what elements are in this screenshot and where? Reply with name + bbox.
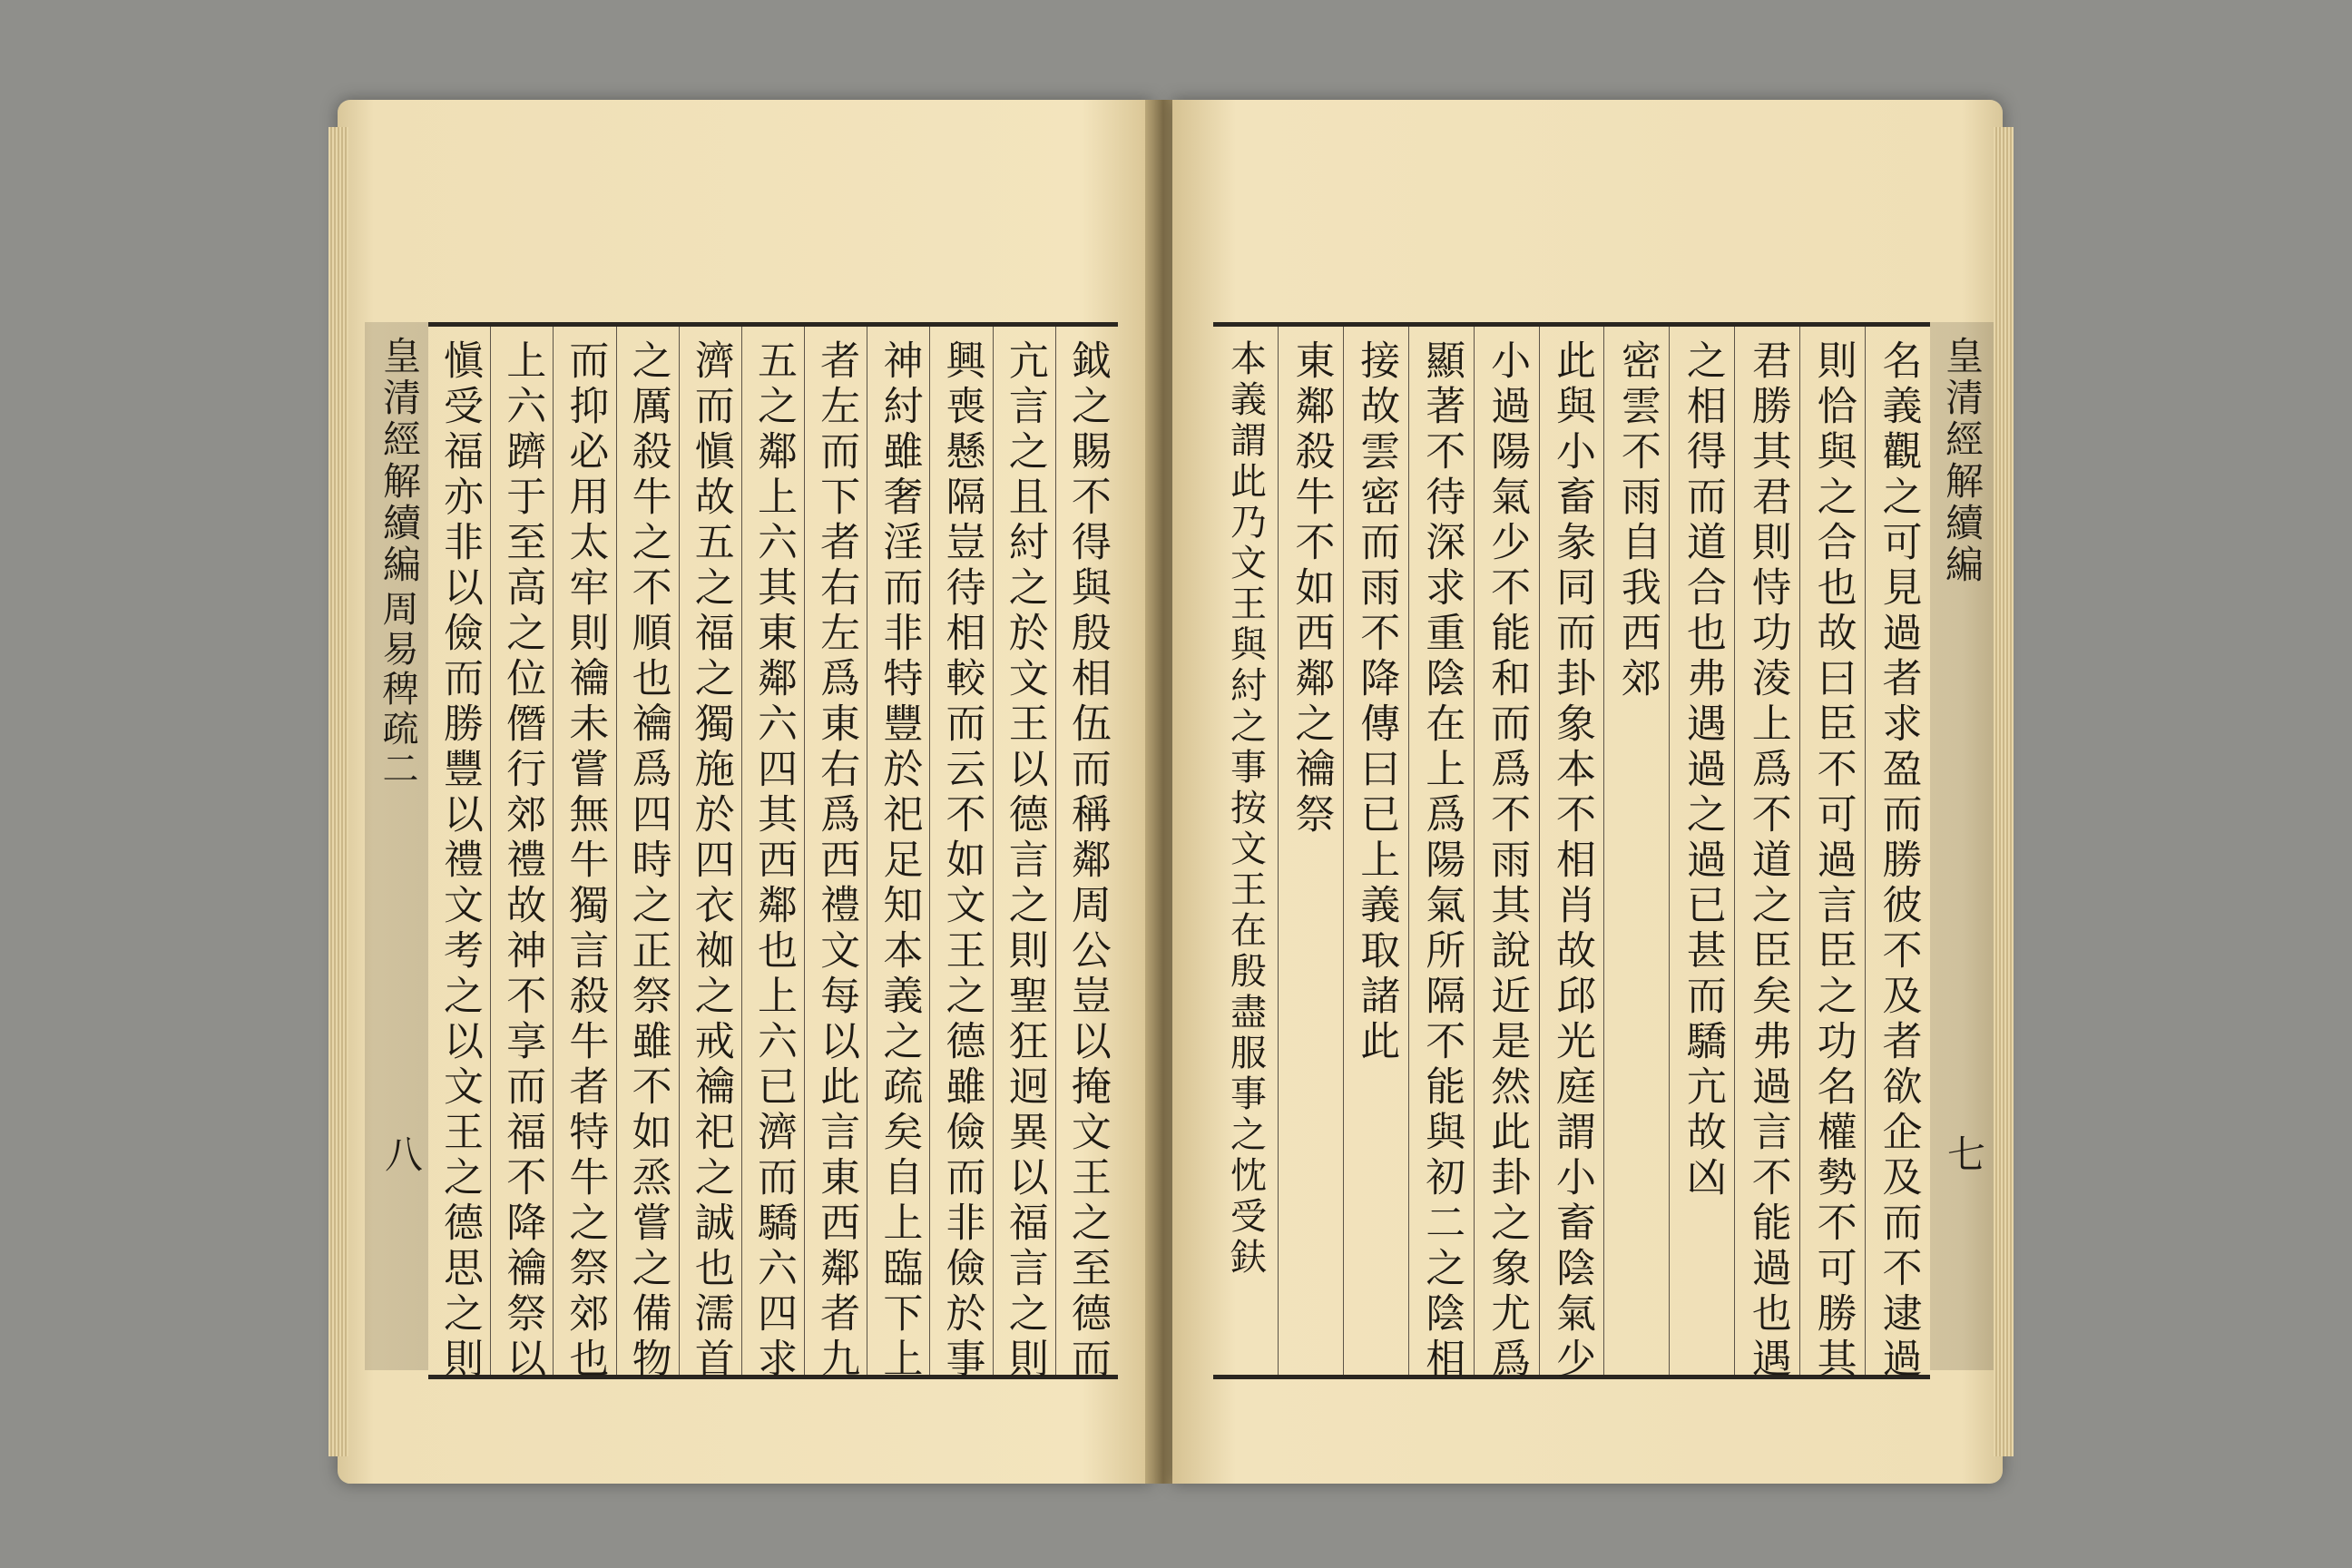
text-column: 之相得而道合也弗遇過之過已甚而驕亢故凶 bbox=[1669, 327, 1734, 1375]
text-column: 上六躋于至高之位僭行郊禮故神不享而福不降禴祭以 bbox=[490, 327, 553, 1375]
right-page-edges bbox=[1994, 127, 2014, 1456]
left-edge-folio: 八 bbox=[379, 1134, 424, 1176]
text-column: 顯著不待深求重陰在上爲陽氣所隔不能與初二之陰相 bbox=[1408, 327, 1474, 1375]
right-edge-title: 皇清經解續編 bbox=[1940, 336, 1984, 586]
text-column: 之厲殺牛之不順也禴爲四時之正祭雖不如烝嘗之備物 bbox=[616, 327, 679, 1375]
left-edge-section: 周易稗疏二 bbox=[377, 590, 418, 789]
left-page bbox=[338, 100, 1152, 1484]
left-page-edges bbox=[328, 127, 348, 1456]
text-column: 東鄰殺牛不如西鄰之禴祭 bbox=[1278, 327, 1343, 1375]
text-column: 濟而愼故五之福之獨施於四衣袽之戒禴祀之誠也濡首 bbox=[679, 327, 741, 1375]
text-column: 君勝其君則恃功淩上爲不道之臣矣弗過言不能過也遇 bbox=[1734, 327, 1799, 1375]
text-column: 密雲不雨自我西郊 bbox=[1603, 327, 1669, 1375]
text-column: 興喪懸隔豈待相較而云不如文王之德雖儉而非儉於事 bbox=[929, 327, 992, 1375]
text-column: 五之鄰上六其東鄰六四其西鄰也上六已濟而驕六四求 bbox=[741, 327, 804, 1375]
text-column: 者左而下者右左爲東右爲西禮文每以此言東西鄰者九 bbox=[804, 327, 867, 1375]
text-column: 則恰與之合也故曰臣不可過言臣之功名權勢不可勝其 bbox=[1799, 327, 1865, 1375]
text-column: 此與小畜彖同而卦象本不相肖故邱光庭謂小畜陰氣少 bbox=[1539, 327, 1604, 1375]
text-column: 名義觀之可見過者求盈而勝彼不及者欲企及而不逮過 bbox=[1865, 327, 1930, 1375]
text-column: 小過陽氣少不能和而爲不雨其說近是然此卦之象尤爲 bbox=[1474, 327, 1539, 1375]
text-column: 亢言之且紂之於文王以德言之則聖狂迥異以福言之則 bbox=[993, 327, 1055, 1375]
right-text-frame bbox=[1213, 322, 1930, 1383]
open-book bbox=[338, 100, 2003, 1484]
text-column: 本義謂此乃文王與紂之事按文王在殷盡服事之忱受鈇 bbox=[1224, 339, 1267, 1279]
right-page bbox=[1172, 100, 2003, 1484]
text-column: 愼受福亦非以儉而勝豐以禮文考之以文王之德思之則 bbox=[436, 339, 484, 1383]
left-edge-title: 皇清經解續編 bbox=[377, 336, 422, 586]
text-column: 神紂雖奢淫而非特豐於祀足知本義之疏矣自上臨下上 bbox=[867, 327, 929, 1375]
right-edge-folio: 七 bbox=[1942, 1134, 1986, 1176]
text-column: 鉞之賜不得與殷相伍而稱鄰周公豈以掩文王之至德而 bbox=[1055, 327, 1118, 1375]
text-column: 接故雲密而雨不降傳曰已上義取諸此 bbox=[1343, 327, 1408, 1375]
text-column: 而抑必用太牢則禴未嘗無牛獨言殺牛者特牛之祭郊也 bbox=[553, 327, 615, 1375]
left-text-frame bbox=[428, 322, 1118, 1383]
